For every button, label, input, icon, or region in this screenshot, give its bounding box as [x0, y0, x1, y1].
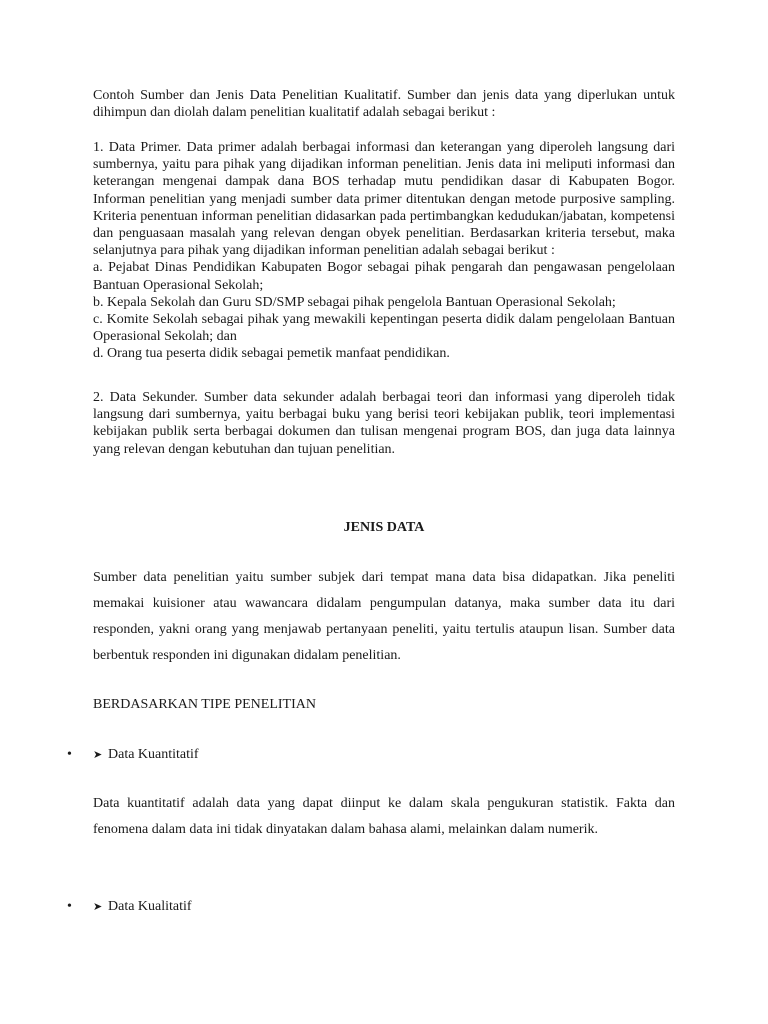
jenis-data-paragraph: Sumber data penelitian yaitu sumber subjek dari tempat mana data bisa didapatkan. Jika peneliti memakai kuisioner atau wawancara didalam pengumpulan datanya, maka sumber data itu dari responden, yakni orang yang menjawab pertanyaan peneliti, yaitu tertulis ataupun lisan. Sumber data berbentuk responden ini digunakan didalam penelitian.: [93, 570, 675, 663]
intro-paragraph: Contoh Sumber dan Jenis Data Penelitian Kualitatif. Sumber dan jenis data yang diperlukan untuk dihimpun dan diolah dalam penelitian kualitatif adalah sebagai berikut :: [93, 88, 675, 121]
kuantitatif-item: [93, 746, 199, 763]
bullet-dot: •: [67, 899, 72, 914]
jenis-data-heading: JENIS DATA: [343, 520, 425, 535]
list-item: d. Orang tua peserta didik sebagai pemetik manfaat pendidikan.: [93, 346, 450, 362]
list-item: a. Pejabat Dinas Pendidikan Kabupaten Bogor sebagai pihak pengarah dan pengawasan pengelolaan Bantuan Operasional Sekolah;: [93, 260, 675, 293]
bullet-dot: •: [67, 747, 72, 762]
data-sekunder-paragraph: 2. Data Sekunder. Sumber data sekunder adalah berbagai teori dan informasi yang diperoleh tidak langsung dari sumbernya, yaitu berbagai buku yang berisi teori kebijakan publik, teori implementasi kebijakan publik serta berbagai dokumen dan tulisan mengenai program BOS, dan juga data lainnya yang relevan dengan kebutuhan dan tujuan penelitian.: [93, 390, 675, 457]
tipe-penelitian-heading: BERDASARKAN TIPE PENELITIAN: [93, 697, 316, 712]
arrow-bullet-icon: ➤: [93, 748, 103, 761]
kuantitatif-label: Data Kuantitatif: [108, 747, 199, 762]
arrow-bullet-icon: ➤: [93, 900, 103, 913]
data-primer-section: [93, 139, 675, 363]
kuantitatif-paragraph: Data kuantitatif adalah data yang dapat diinput ke dalam skala pengukuran statistik. Fakta dan fenomena dalam data ini tidak dinyatakan dalam bahasa alami, melainkan dalam numerik.: [93, 796, 675, 837]
list-item: c. Komite Sekolah sebagai pihak yang mewakili kepentingan peserta didik dalam pengelolaan Bantuan Operasional Sekolah; dan: [93, 312, 675, 345]
kualitatif-label: Data Kualitatif: [108, 899, 192, 914]
kualitatif-item: [93, 898, 192, 915]
data-primer-paragraph: 1. Data Primer. Data primer adalah berbagai informasi dan keterangan yang diperoleh langsung dari sumbernya, yaitu para pihak yang dijadikan informan penelitian. Jenis data ini meliputi informasi dan keterangan mengenai dampak dana BOS terhadap mutu pendidikan dasar di Kabupaten Bogor. Informan penelitian yang menjadi sumber data primer ditentukan dengan metode purposive sampling. Kriteria penentuan informan penelitian didasarkan pada pertimbangkan kedudukan/jabatan, kompetensi dan penguasaan masalah yang relevan dengan obyek penelitian. Berdasarkan kriteria tersebut, maka selanjutnya para pihak yang dijadikan informan penelitian adalah sebagai berikut :: [93, 140, 675, 259]
list-item: b. Kepala Sekolah dan Guru SD/SMP sebagai pihak pengelola Bantuan Operasional Sekolah;: [93, 294, 616, 310]
